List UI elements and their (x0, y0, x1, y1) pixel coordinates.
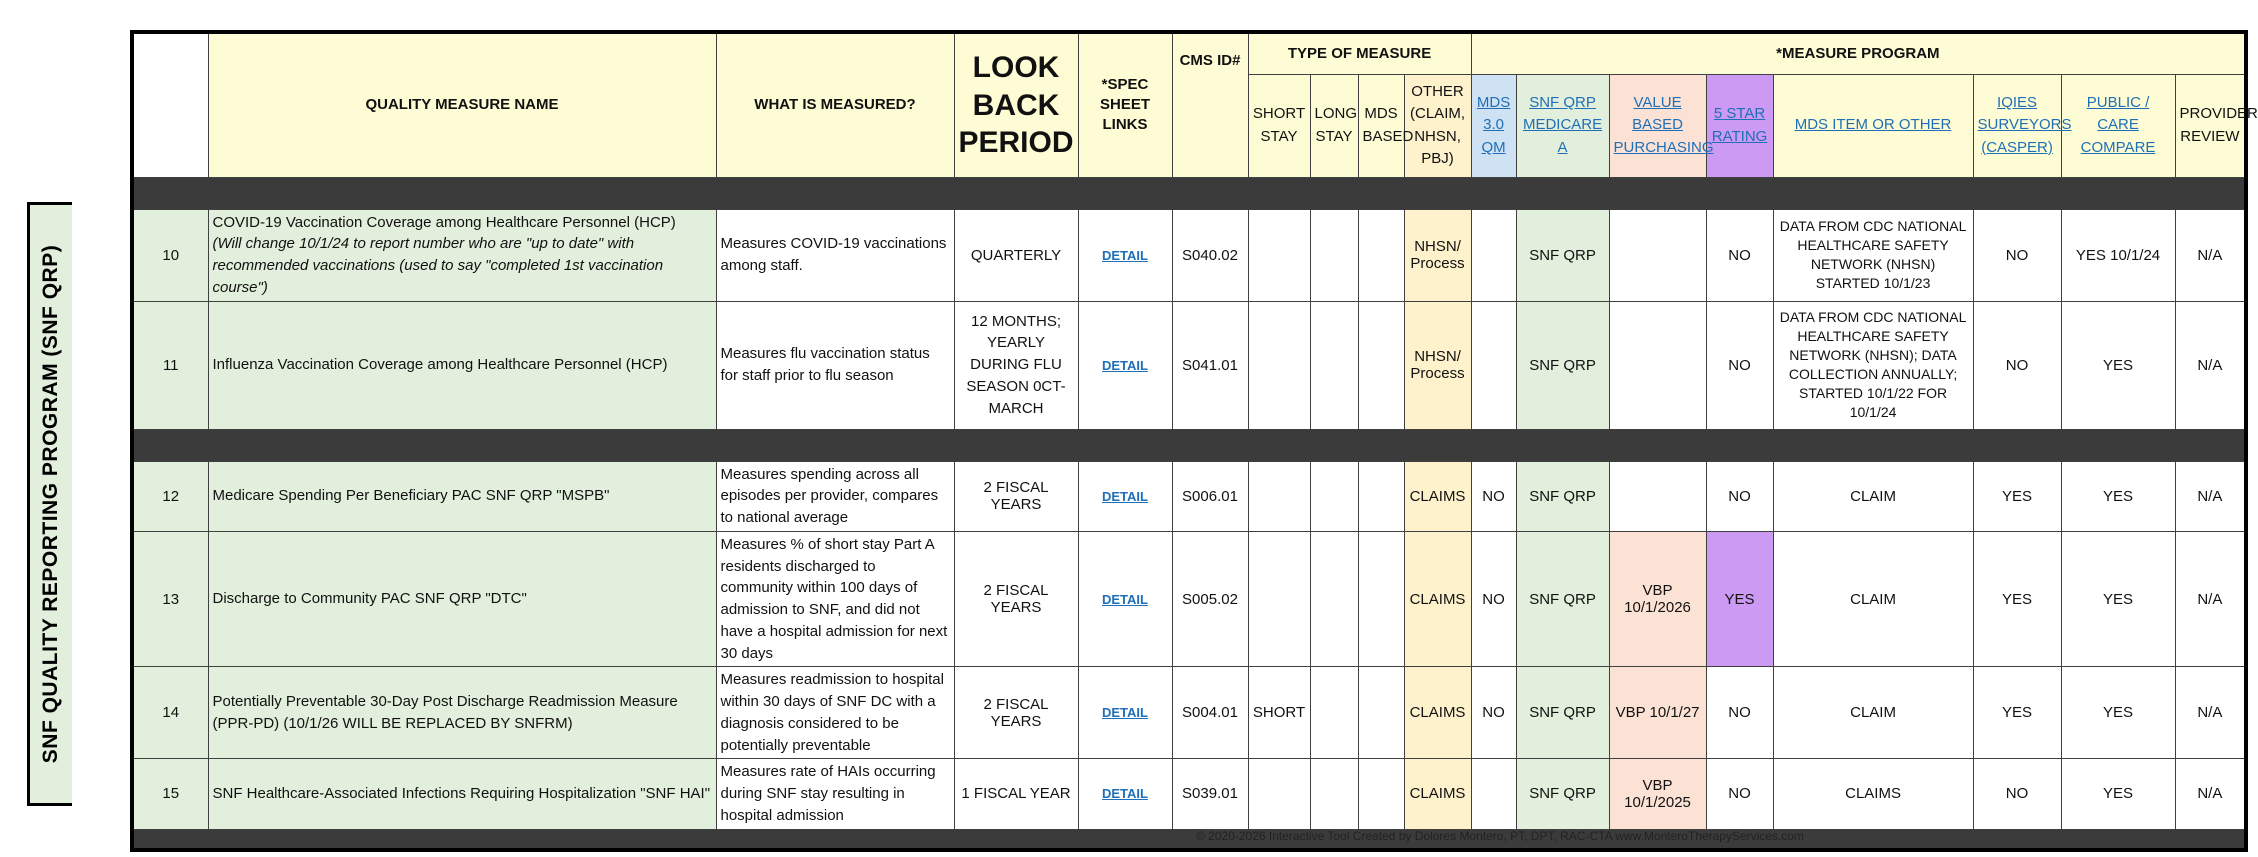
star-rating: YES (1706, 531, 1773, 667)
provider-review: N/A (2175, 759, 2246, 829)
iqies: NO (1973, 301, 2061, 429)
separator-row (132, 829, 2246, 850)
col-vbp-link[interactable] (1609, 74, 1714, 177)
table-row (132, 667, 2246, 759)
col-mds-based: MDS BASED (1358, 74, 1404, 177)
col-iqies-link[interactable] (1973, 74, 2072, 177)
iqies: NO (1973, 759, 2061, 829)
row-number: 12 (132, 461, 208, 531)
mds-item: CLAIM (1773, 461, 1973, 531)
header-spec-links: *SPEC SHEET LINKS (1078, 32, 1172, 177)
long-stay (1310, 301, 1358, 429)
col-public-link[interactable] (2061, 74, 2175, 177)
star-rating: NO (1706, 461, 1773, 531)
col-mds-qm-link[interactable] (1471, 74, 1516, 177)
mds-qm (1471, 759, 1516, 829)
header-cms-id: CMS ID# (1172, 32, 1248, 177)
public-compare: YES (2061, 461, 2175, 531)
long-stay (1310, 759, 1358, 829)
lookback: 2 FISCAL YEARS (954, 461, 1078, 531)
what-measured: Measures COVID-19 vaccinations among staff. (716, 209, 954, 301)
mds-item-link[interactable]: MDS ITEM OR OTHER (1794, 116, 1952, 134)
public-compare: YES (2061, 301, 2175, 429)
iqies: YES (1973, 461, 2061, 531)
spec-link-cell[interactable] (1078, 461, 1172, 531)
detail-link[interactable]: DETAIL (1102, 247, 1148, 263)
public-compare: YES 10/1/24 (2061, 209, 2175, 301)
footer-credit: © 2020-2026 Interactive Tool Created by Dolores Montero, PT, DPT, RAC-CTA www.MonteroTherapyServices.com (1196, 829, 1804, 843)
measure-name: Discharge to Community PAC SNF QRP "DTC" (208, 531, 716, 667)
spec-link-cell[interactable] (1078, 301, 1172, 429)
mds-based (1358, 759, 1404, 829)
measure-name: Medicare Spending Per Beneficiary PAC SNF QRP "MSPB" (208, 461, 716, 531)
public-compare: YES (2061, 531, 2175, 667)
short-stay (1248, 209, 1310, 301)
lookback: QUARTERLY (954, 209, 1078, 301)
header-measure-program: *MEASURE PROGRAM (1471, 32, 2246, 74)
long-stay (1310, 531, 1358, 667)
detail-link[interactable]: DETAIL (1102, 786, 1148, 802)
cms-id: S004.01 (1172, 667, 1248, 759)
vbp (1609, 301, 1706, 429)
vbp: VBP 10/1/27 (1609, 667, 1706, 759)
vbp (1609, 209, 1706, 301)
cms-id: S005.02 (1172, 531, 1248, 667)
care-compare-link[interactable]: PUBLIC / CARE COMPARE (2080, 93, 2156, 156)
row-number: 15 (132, 759, 208, 829)
what-measured: Measures % of short stay Part A residents discharged to community within 100 days of admission to SNF, and did not have a hospital admission for next 30 days (716, 531, 954, 667)
header-lookback: LOOK BACK PERIOD (954, 32, 1078, 177)
vbp: VBP 10/1/2026 (1609, 531, 1706, 667)
measure-name: Potentially Preventable 30-Day Post Discharge Readmission Measure (PPR-PD) (10/1/26 WILL BE REPLACED BY SNFRM) (208, 667, 716, 759)
measure-name (208, 209, 716, 301)
mds-item: CLAIMS (1773, 759, 1973, 829)
header-what: WHAT IS MEASURED? (716, 32, 954, 177)
detail-link[interactable]: DETAIL (1102, 357, 1148, 373)
col-other: OTHER (CLAIM, NHSN, PBJ) (1404, 74, 1471, 177)
measure-name: Influenza Vaccination Coverage among Healthcare Personnel (HCP) (208, 301, 716, 429)
snf-qrp: SNF QRP (1516, 301, 1609, 429)
table-row (132, 461, 2246, 531)
long-stay (1310, 209, 1358, 301)
table-row (132, 209, 2246, 301)
program-sidebar (27, 202, 72, 806)
star-rating: NO (1706, 667, 1773, 759)
mds-qm (1471, 301, 1516, 429)
separator-row (132, 177, 2246, 209)
mds-item: DATA FROM CDC NATIONAL HEALTHCARE SAFETY NETWORK (NHSN) STARTED 10/1/23 (1773, 209, 1973, 301)
lookback: 12 MONTHS; YEARLY DURING FLU SEASON 0CT-MARCH (954, 301, 1078, 429)
snf-qrp: SNF QRP (1516, 759, 1609, 829)
vbp-link[interactable]: VALUE BASED PURCHASING (1613, 93, 1714, 156)
snf-qrp: SNF QRP (1516, 209, 1609, 301)
mds-based (1358, 531, 1404, 667)
spec-link-cell[interactable] (1078, 209, 1172, 301)
lookback: 2 FISCAL YEARS (954, 667, 1078, 759)
other-type: NHSN/ Process (1404, 209, 1471, 301)
other-type: CLAIMS (1404, 461, 1471, 531)
what-measured: Measures flu vaccination status for staff prior to flu season (716, 301, 954, 429)
star-rating: NO (1706, 759, 1773, 829)
col-short-stay: SHORT STAY (1248, 74, 1310, 177)
sidebar-label: SNF QUALITY REPORTING PROGRAM (SNF QRP) (39, 244, 62, 764)
mds-qm: NO (1471, 461, 1516, 531)
mds-qm (1471, 209, 1516, 301)
header-type-of-measure: TYPE OF MEASURE (1248, 32, 1471, 74)
star-rating-link[interactable]: 5 STAR RATING (1711, 105, 1768, 145)
public-compare: YES (2061, 759, 2175, 829)
public-compare: YES (2061, 667, 2175, 759)
star-rating: NO (1706, 301, 1773, 429)
cms-id: S006.01 (1172, 461, 1248, 531)
spec-link-cell[interactable] (1078, 531, 1172, 667)
provider-review: N/A (2175, 461, 2246, 531)
provider-review: N/A (2175, 209, 2246, 301)
mds-qm-link[interactable]: MDS 3.0 QM (1476, 93, 1511, 156)
mds-based (1358, 461, 1404, 531)
long-stay (1310, 461, 1358, 531)
quality-measures-table (130, 30, 2258, 852)
measure-name-note: (Will change 10/1/24 to report number who are "up to date" with recommended vaccinations (used to say "completed 1st vaccination course") (212, 235, 664, 296)
spec-link-cell[interactable] (1078, 667, 1172, 759)
short-stay (1248, 461, 1310, 531)
measure-name-text: COVID-19 Vaccination Coverage among Healthcare Personnel (HCP) (212, 213, 676, 231)
iqies: NO (1973, 209, 2061, 301)
table-row (132, 759, 2246, 829)
other-type: NHSN/ Process (1404, 301, 1471, 429)
short-stay (1248, 301, 1310, 429)
provider-review: N/A (2175, 301, 2246, 429)
mds-qm: NO (1471, 667, 1516, 759)
iqies: YES (1973, 531, 2061, 667)
what-measured: Measures spending across all episodes per provider, compares to national average (716, 461, 954, 531)
short-stay: SHORT (1248, 667, 1310, 759)
short-stay (1248, 759, 1310, 829)
snf-qrp-link[interactable]: SNF QRP MEDICARE A (1522, 93, 1603, 156)
col-star-link[interactable] (1706, 74, 1773, 177)
snf-qrp: SNF QRP (1516, 531, 1609, 667)
cms-id: S041.01 (1172, 301, 1248, 429)
detail-link[interactable]: DETAIL (1102, 488, 1148, 504)
vbp (1609, 461, 1706, 531)
star-rating: NO (1706, 209, 1773, 301)
iqies: YES (1973, 667, 2061, 759)
col-long-stay: LONG STAY (1310, 74, 1358, 177)
snf-qrp: SNF QRP (1516, 461, 1609, 531)
col-provider-review: PROVIDER REVIEW (2175, 74, 2246, 177)
long-stay (1310, 667, 1358, 759)
detail-link[interactable]: DETAIL (1102, 591, 1148, 607)
row-number: 10 (132, 209, 208, 301)
lookback: 2 FISCAL YEARS (954, 531, 1078, 667)
cms-id: S040.02 (1172, 209, 1248, 301)
mds-based (1358, 209, 1404, 301)
table-row (132, 301, 2246, 429)
mds-qm: NO (1471, 531, 1516, 667)
mds-item: CLAIM (1773, 667, 1973, 759)
col-mds-item-link[interactable] (1773, 74, 1973, 177)
iqies-link[interactable]: IQIES SURVEYORS (CASPER) (1977, 93, 2072, 156)
provider-review: N/A (2175, 667, 2246, 759)
row-number: 11 (132, 301, 208, 429)
other-type: CLAIMS (1404, 667, 1471, 759)
what-measured: Measures rate of HAIs occurring during SNF stay resulting in hospital admission (716, 759, 954, 829)
what-measured: Measures readmission to hospital within 30 days of SNF DC with a diagnosis considered to be potentially preventable (716, 667, 954, 759)
mds-item: CLAIM (1773, 531, 1973, 667)
other-type: CLAIMS (1404, 759, 1471, 829)
mds-based (1358, 667, 1404, 759)
lookback: 1 FISCAL YEAR (954, 759, 1078, 829)
corner-blank (132, 32, 208, 177)
short-stay (1248, 531, 1310, 667)
separator-row (132, 429, 2246, 461)
spec-link-cell[interactable] (1078, 759, 1172, 829)
other-type: CLAIMS (1404, 531, 1471, 667)
mds-item: DATA FROM CDC NATIONAL HEALTHCARE SAFETY NETWORK (NHSN); DATA COLLECTION ANNUALLY; STARTED 10/1/22 FOR 10/1/24 (1773, 301, 1973, 429)
detail-link[interactable]: DETAIL (1102, 705, 1148, 721)
measure-name: SNF Healthcare-Associated Infections Requiring Hospitalization "SNF HAI" (208, 759, 716, 829)
snf-qrp: SNF QRP (1516, 667, 1609, 759)
row-number: 14 (132, 667, 208, 759)
table-row (132, 531, 2246, 667)
provider-review: N/A (2175, 531, 2246, 667)
mds-based (1358, 301, 1404, 429)
col-snf-qrp-link[interactable] (1516, 74, 1609, 177)
row-number: 13 (132, 531, 208, 667)
cms-id: S039.01 (1172, 759, 1248, 829)
header-name: QUALITY MEASURE NAME (208, 32, 716, 177)
vbp: VBP 10/1/2025 (1609, 759, 1706, 829)
